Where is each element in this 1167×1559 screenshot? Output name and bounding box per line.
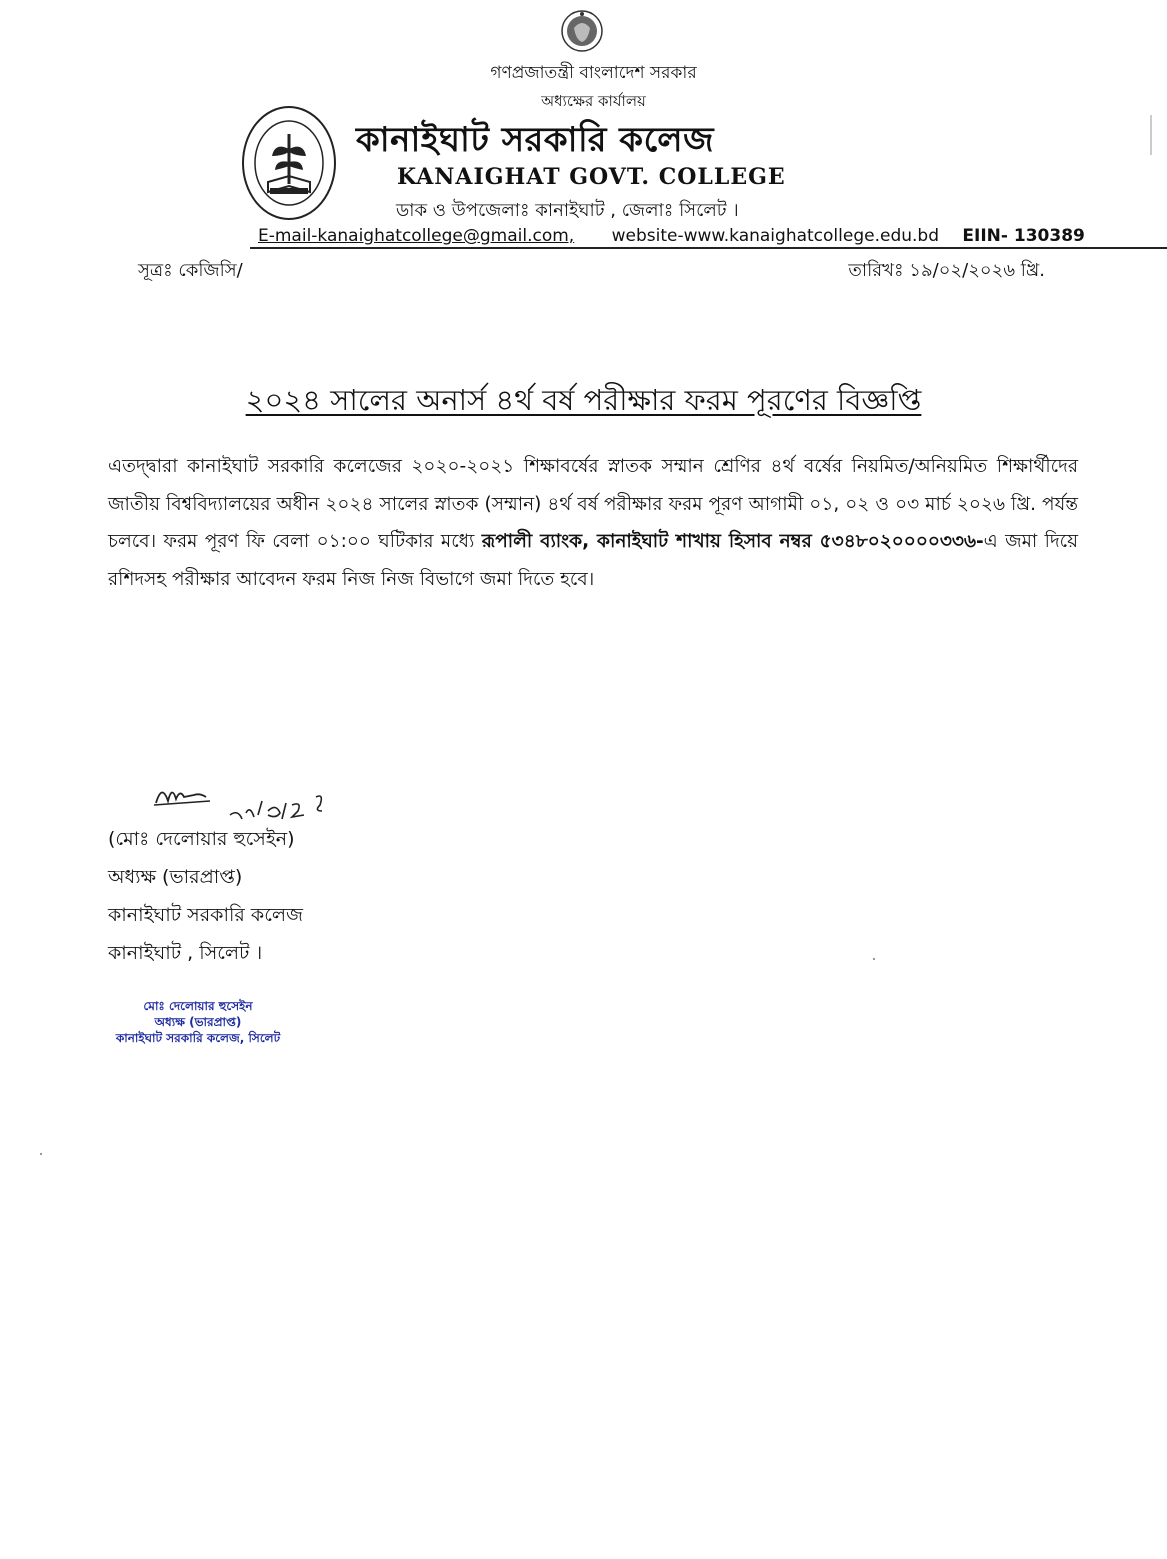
bank-account-details: রূপালী ব্যাংক, কানাইঘাট শাখায় হিসাব নম্বর ৫৩৪৮০২০০০০৩৩৬- bbox=[481, 531, 984, 552]
scan-speck bbox=[873, 958, 875, 960]
signatory-college: কানাইঘাট সরকারি কলেজ bbox=[108, 904, 303, 926]
notice-title: ২০২৪ সালের অনার্স ৪র্থ বর্ষ পরীক্ষার ফরম পূরণের বিজ্ঞপ্তি bbox=[245, 383, 922, 417]
stamp-name: মোঃ দেলোয়ার হুসেইন bbox=[143, 999, 253, 1013]
header-divider bbox=[250, 247, 1167, 249]
signature-icon bbox=[150, 775, 360, 825]
contact-line bbox=[258, 226, 1085, 246]
signatory-name: (মোঃ দেলোয়ার হুসেইন) bbox=[108, 828, 295, 850]
stamp-designation: অধ্যক্ষ (ভারপ্রাপ্ত) bbox=[154, 1015, 242, 1029]
reference-number: সূত্রঃ কেজিসি/ bbox=[138, 260, 243, 281]
college-logo-icon bbox=[240, 104, 338, 222]
website-link[interactable]: website-www.kanaighatcollege.edu.bd bbox=[611, 226, 940, 246]
college-name-english: KANAIGHAT GOVT. COLLEGE bbox=[397, 164, 786, 190]
notice-body-text-end: এ জমা দিয়ে রশিদসহ পরীক্ষার আবেদন ফরম নিজ নিজ বিভাগে জমা দিতে হবে। bbox=[108, 531, 1079, 590]
government-emblem-icon bbox=[560, 8, 604, 54]
stamp-college: কানাইঘাট সরকারি কলেজ, সিলেট bbox=[115, 1031, 281, 1045]
government-name: গণপ্রজাতন্ত্রী বাংলাদেশ সরকার bbox=[490, 63, 697, 83]
eiin-number: EIIN- 130389 bbox=[962, 226, 1085, 246]
notice-body bbox=[108, 448, 1078, 598]
signatory-location: কানাইঘাট , সিলেট । bbox=[108, 942, 263, 964]
official-stamp bbox=[88, 998, 308, 1046]
notice-body-text: এতদ্দ্বারা কানাইঘাট সরকারি কলেজের ২০২০-২০২১ শিক্ষাবর্ষের স্নাতক সম্মান শ্রেণির ৪র্থ বর্ষের নিয়মিত/অনিয়মিত শিক্ষার্থীদের জাতীয় বিশ্ববিদ্যালয়ের অধীন ২০২৪ সালের স্নাতক (সম্মান) ৪র্থ বর্ষ পরীক্ষার ফরম পূরণ আগামী ০১, ০২ ও ০৩ মার্চ ২০২৬ খ্রি. পর্যন্ত চলবে। ফরম পূরণ ফি বেলা ০১:০০ ঘটিকার মধ্যে bbox=[108, 456, 1078, 552]
office-name: অধ্যক্ষের কার্যালয় bbox=[541, 92, 646, 110]
memo-date: তারিখঃ ১৯/০২/২০২৬ খ্রি. bbox=[848, 260, 1045, 281]
scan-speck bbox=[40, 1153, 42, 1155]
signatory-block bbox=[108, 820, 303, 972]
college-address: ডাক ও উপজেলাঃ কানাইঘাট , জেলাঃ সিলেট । bbox=[396, 200, 739, 221]
email-link[interactable]: E-mail-kanaighatcollege@gmail.com, bbox=[258, 226, 575, 246]
signatory-designation: অধ্যক্ষ (ভারপ্রাপ্ত) bbox=[108, 866, 243, 888]
college-name-bengali: কানাইঘাট সরকারি কলেজ bbox=[356, 120, 714, 160]
scan-mark bbox=[1150, 115, 1152, 155]
